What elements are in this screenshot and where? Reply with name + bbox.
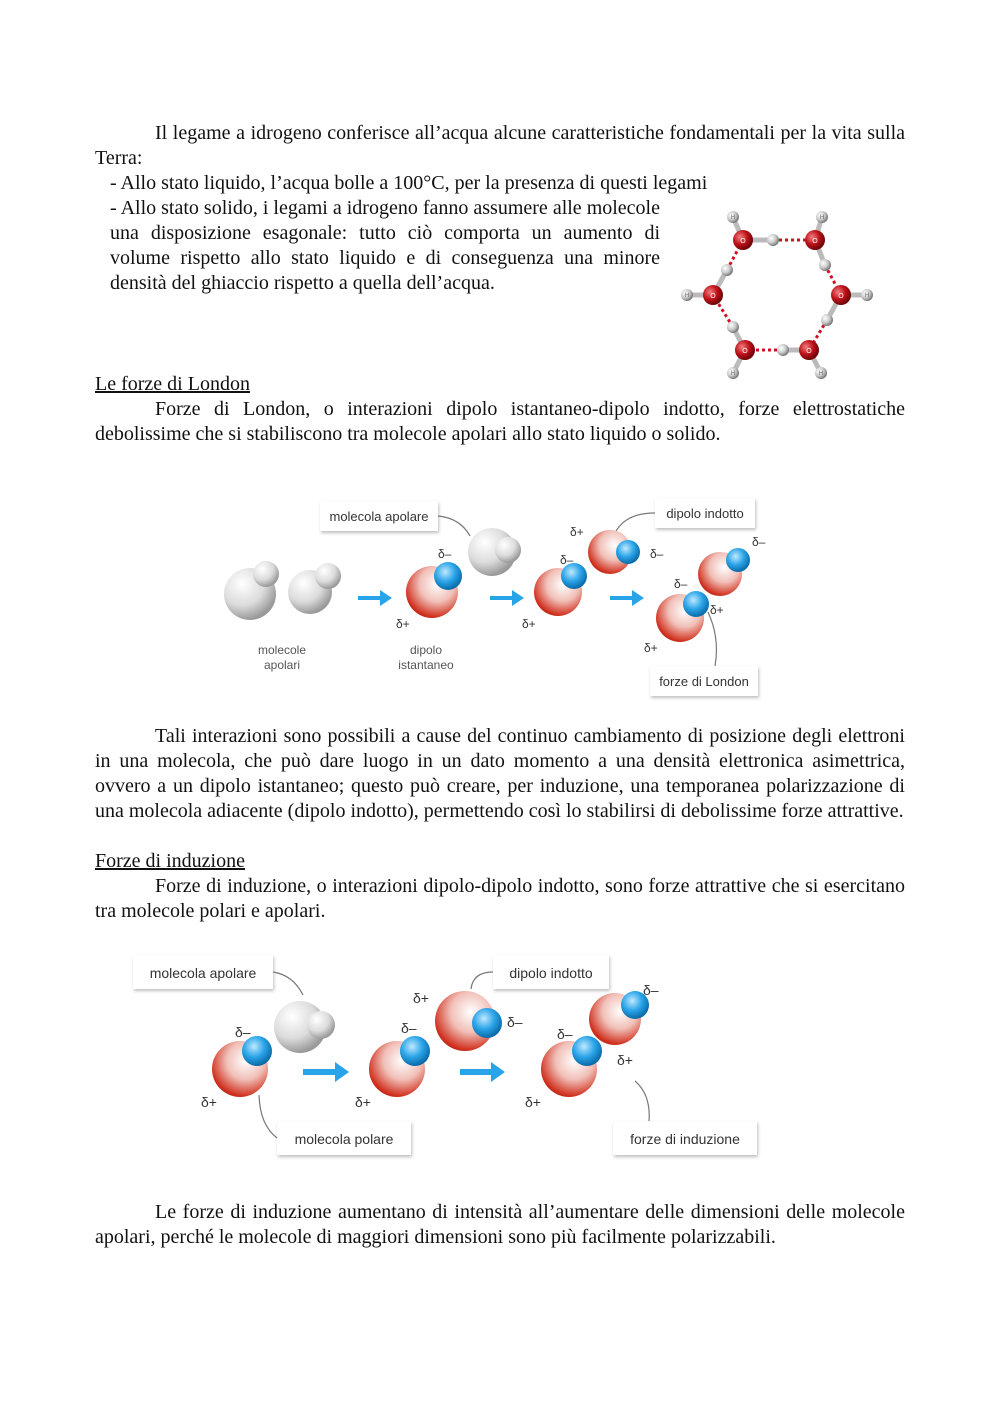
delta-plus: δ+ <box>617 1052 633 1068</box>
h-label: H <box>818 371 824 377</box>
delta-plus: δ+ <box>525 1094 541 1110</box>
delta-plus: δ+ <box>201 1094 217 1110</box>
label-dipole: dipolo <box>409 643 443 657</box>
label-induced-dipole: dipolo indotto <box>509 965 593 981</box>
delta-plus: δ+ <box>644 641 658 655</box>
delta-minus: δ– <box>507 1014 523 1030</box>
delta-plus: δ+ <box>355 1094 371 1110</box>
intro-bullet-2: - Allo stato solido, i legami a idrogeno fanno assumere alle molecole una disposizione esagonale: tutto ciò comporta un aumento di volume rispetto allo stato liquido e di conseguenza una minore densità del ghiaccio rispetto a quella dell’acqua. <box>110 197 660 294</box>
delta-minus: δ– <box>650 547 664 561</box>
h-label: H <box>684 293 690 299</box>
arrow-icon <box>610 590 644 606</box>
delta-minus: δ– <box>674 577 688 591</box>
delta-plus: δ+ <box>522 617 536 631</box>
o-label: O <box>838 293 844 300</box>
label-induction-forces: forze di induzione <box>630 1131 740 1147</box>
induction-paragraph-2: Le forze di induzione aumentano di intensità all’aumentare delle dimensioni delle molecole apolari, perché le molecole di maggiori dimensioni sono più facilmente polarizzabili. <box>95 1201 905 1248</box>
delta-plus: δ+ <box>570 525 584 539</box>
label-apolar-molecule: molecola apolare <box>149 965 257 981</box>
arrow-icon <box>460 1062 505 1082</box>
delta-minus: δ– <box>560 553 574 567</box>
label-apolar: apolari <box>263 658 301 672</box>
delta-plus: δ+ <box>413 990 429 1006</box>
h-label: H <box>730 215 736 221</box>
induction-paragraph: Forze di induzione, o interazioni dipolo-dipolo indotto, sono forze attrattive che si esercitano tra molecole polari e apolari. <box>95 875 905 922</box>
delta-plus: δ+ <box>396 617 410 631</box>
label-polar-molecule: molecola polare <box>294 1131 394 1147</box>
induction-forces-diagram <box>125 945 785 1160</box>
h-label: H <box>819 215 825 221</box>
london-forces-diagram <box>210 488 790 703</box>
o-label: O <box>740 238 746 245</box>
label-apolar-molecule: molecola apolare <box>329 509 429 524</box>
induction-heading: Forze di induzione <box>95 850 245 872</box>
london-paragraph-2: Tali interazioni sono possibili a cause del continuo cambiamento di posizione degli elettroni in una molecola, che può dare luogo in un dato momento a una densità elettronica asimettrica, ovvero a un dipolo istantaneo; questo può creare, per induzione, una temporanea polarizzazione di una molecola adiacente (dipolo indotto), permettendo così lo stabilirsi di debolissime forze attrattive. <box>95 725 905 822</box>
label-molecules: molecole <box>257 643 307 657</box>
o-label: O <box>806 348 812 355</box>
delta-minus: δ– <box>752 535 766 549</box>
delta-minus: δ– <box>438 547 452 561</box>
o-label: O <box>710 293 716 300</box>
intro-paragraph: Il legame a idrogeno conferisce all’acqua alcune caratteristiche fondamentali per la vita sulla Terra: <box>95 122 905 169</box>
delta-minus: δ– <box>557 1026 573 1042</box>
delta-minus: δ– <box>401 1020 417 1036</box>
oxygen-atoms <box>703 230 851 360</box>
arrow-icon <box>358 590 392 606</box>
h-label: H <box>864 293 870 299</box>
o-label: O <box>742 348 748 355</box>
delta-minus: δ– <box>235 1024 251 1040</box>
london-paragraph: Forze di London, o interazioni dipolo istantaneo-dipolo indotto, forze elettrostatiche debolissime che si stabiliscono tra molecole apolari allo stato liquido o solido. <box>95 398 905 445</box>
label-london-forces: forze di London <box>659 674 749 689</box>
delta-plus: δ+ <box>710 603 724 617</box>
label-induced-dipole: dipolo indotto <box>666 506 744 521</box>
delta-minus: δ– <box>643 982 659 998</box>
h-label: H <box>730 371 736 377</box>
london-heading: Le forze di London <box>95 373 250 395</box>
arrow-icon <box>490 590 524 606</box>
ice-hexagon-diagram <box>675 205 885 385</box>
o-label: O <box>812 238 818 245</box>
arrow-icon <box>303 1062 349 1082</box>
label-instantaneous: istantaneo <box>398 658 454 672</box>
intro-bullet-1: - Allo stato liquido, l’acqua bolle a 100°C, per la presenza di questi legami <box>110 172 708 194</box>
